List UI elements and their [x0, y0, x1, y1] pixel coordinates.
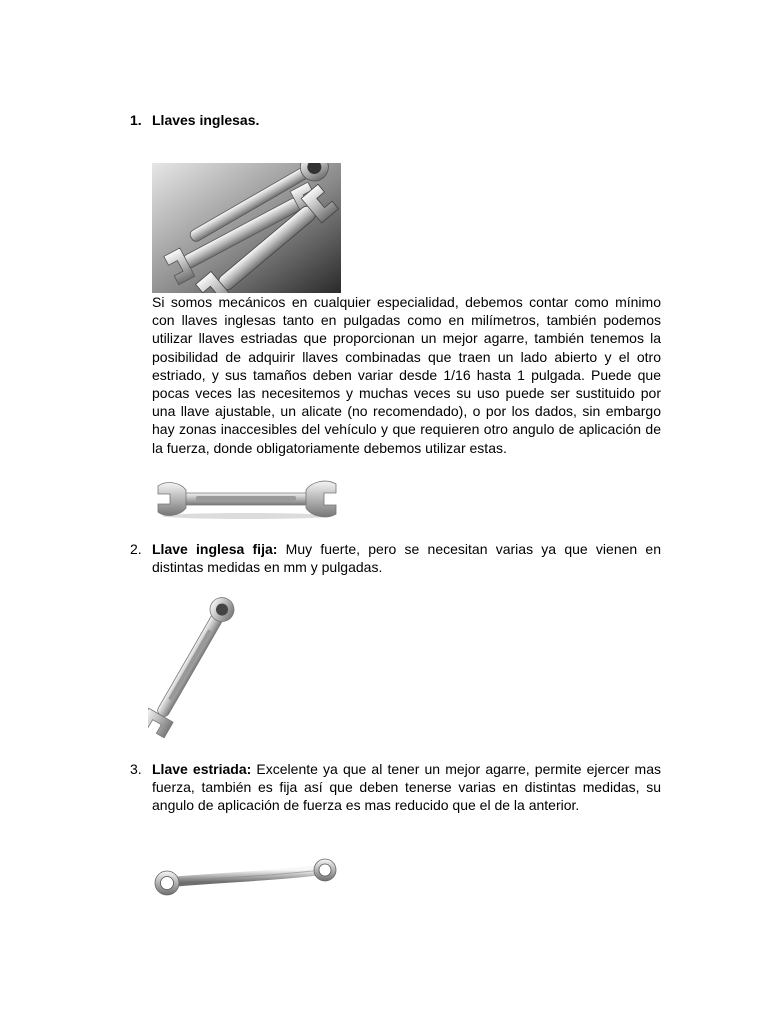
- section-3-body: [152, 760, 661, 815]
- box-end-wrench-photo: [153, 858, 339, 898]
- open-end-wrench-photo: [148, 590, 240, 740]
- section-1-body: Si somos mecánicos en cualquier especialidad, debemos contar como mínimo con llaves inglesas tanto en pulgadas como en milímetros, también podemos utilizar llaves estriadas que proporcionan un mejor agarre, también tenemos la posibilidad de adquirir llaves combinadas que traen un lado abierto y el otro estriado, y sus tamaños deben variar desde 1/16 hasta 1 pulgada. Puede que pocas veces las necesitemos y muchas veces su uso puede ser sustituido por una llave ajustable, un alicate (no recomendado), o por los dados, sin embargo hay zonas inaccesibles del vehículo y que requieren otro angulo de aplicación de la fuerza, donde obligatoriamente debemos utilizar estas.: [152, 294, 661, 456]
- section-1-number: 1.: [130, 112, 142, 128]
- section-2-number: 2.: [130, 541, 142, 557]
- section-3-text: Excelente ya que al tener un mejor agarre, permite ejercer mas fuerza, también es fija así que deben tenerse varias en distintas medidas, su angulo de aplicación de fuerza es mas reducido que el de la anterior.: [152, 761, 661, 814]
- wrench-set-photo: [152, 163, 341, 293]
- section-3-title: Llave estriada:: [152, 761, 252, 777]
- section-3-number: 3.: [130, 761, 142, 777]
- section-2-title: Llave inglesa fija:: [152, 541, 278, 557]
- section-2-text: Muy fuerte, pero se necesitan varias ya que vienen en distintas medidas en mm y pulgadas.: [152, 541, 661, 576]
- section-2-body: [152, 540, 661, 576]
- section-1-title: Llaves inglesas.: [152, 112, 260, 128]
- combination-wrench-photo: [156, 478, 338, 522]
